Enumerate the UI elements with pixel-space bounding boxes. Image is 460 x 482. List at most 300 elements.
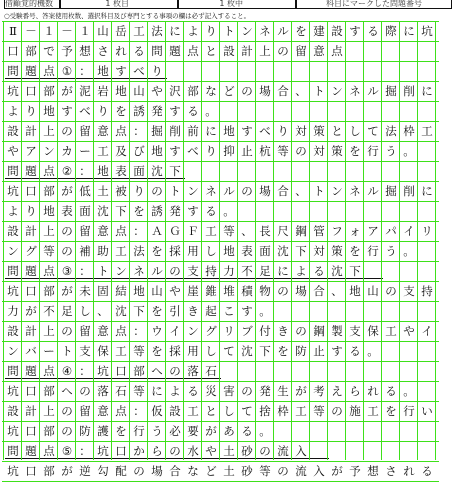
grid-cell: ト: [313, 84, 325, 98]
grid-cell: べ: [133, 64, 145, 78]
grid-cell: の: [61, 324, 73, 338]
grid-cell: 口: [115, 364, 127, 378]
grid-cell: 岳: [115, 24, 127, 38]
grid-cell: 沈: [151, 164, 163, 178]
grid-cell: る: [241, 424, 253, 438]
grid-cell: 部: [133, 364, 145, 378]
grid-cell: 表: [61, 204, 73, 218]
grid-cell: 流: [277, 444, 289, 458]
answer-line: [4, 141, 436, 161]
grid-cell: 面: [79, 204, 91, 218]
heading-underline: [5, 378, 221, 379]
grid-cell: 点: [115, 404, 127, 418]
grid-cell: ン: [7, 344, 19, 358]
grid-column-rule: [3, 21, 4, 460]
grid-cell: ら: [151, 444, 163, 458]
grid-cell: 工: [187, 404, 199, 418]
grid-cell: 引: [169, 304, 181, 318]
grid-cell: 口: [25, 384, 37, 398]
grid-cell: ル: [367, 84, 379, 98]
grid-cell: 面: [259, 244, 271, 258]
grid-cell: [238, 161, 256, 181]
grid-cell: ブ: [241, 324, 253, 338]
grid-cell: ど: [223, 84, 235, 98]
grid-cell: 等: [277, 144, 289, 158]
grid-cell: 砂: [241, 464, 253, 478]
grid-cell: 場: [259, 184, 271, 198]
grid-cell: 留: [79, 324, 91, 338]
grid-cell: 題: [169, 44, 181, 58]
grid-cell: グ: [205, 324, 217, 338]
grid-column-rule: [435, 21, 436, 460]
grid-cell: 等: [223, 224, 235, 238]
grid-cell: 防: [79, 424, 91, 438]
grid-cell: [292, 61, 310, 81]
grid-cell: や: [7, 144, 19, 158]
grid-cell: [220, 61, 238, 81]
grid-cell: [364, 441, 382, 461]
grid-cell: 削: [169, 124, 181, 138]
grid-column-rule: [219, 21, 220, 460]
grid-column-rule: [363, 21, 364, 460]
grid-cell: の: [295, 144, 307, 158]
grid-cell: 部: [25, 44, 37, 58]
grid-cell: し: [79, 304, 91, 318]
grid-cell: が: [205, 424, 217, 438]
grid-cell: の: [277, 464, 289, 478]
grid-cell: 下: [295, 244, 307, 258]
grid-column-rule: [183, 21, 184, 460]
grid-cell: 崖: [187, 284, 199, 298]
grid-cell: [346, 41, 364, 61]
grid-cell: 害: [223, 384, 235, 398]
grid-cell: [202, 61, 220, 81]
grid-cell: を: [349, 144, 361, 158]
grid-cell: [202, 161, 220, 181]
grid-column-rule: [291, 21, 292, 460]
grid-cell: [364, 41, 382, 61]
grid-cell: ー: [43, 344, 55, 358]
grid-cell: [418, 261, 436, 281]
grid-cell: Ｆ: [187, 224, 199, 238]
grid-cell: 生: [277, 384, 289, 398]
grid-cell: 合: [313, 284, 325, 298]
grid-cell: 口: [25, 84, 37, 98]
grid-cell: と: [331, 124, 343, 138]
grid-cell: 長: [259, 224, 271, 238]
grid-cell: 枠: [403, 124, 415, 138]
grid-cell: パ: [385, 224, 397, 238]
grid-cell: 留: [295, 44, 307, 58]
grid-column-rule: [21, 21, 22, 460]
grid-cell: [364, 201, 382, 221]
grid-cell: 工: [295, 404, 307, 418]
grid-cell: 不: [241, 264, 253, 278]
grid-cell: 落: [187, 364, 199, 378]
grid-cell: [256, 201, 274, 221]
grid-cell: 部: [43, 284, 55, 298]
grid-column-rule: [129, 21, 130, 460]
grid-cell: カ: [61, 144, 73, 158]
grid-cell: 必: [169, 424, 181, 438]
grid-cell: [382, 441, 400, 461]
grid-cell: や: [205, 444, 217, 458]
grid-cell: 問: [7, 364, 19, 378]
grid-cell: 。: [259, 424, 271, 438]
grid-cell: ど: [205, 464, 217, 478]
grid-cell: [364, 101, 382, 121]
grid-cell: [274, 301, 292, 321]
grid-cell: 上: [43, 224, 55, 238]
grid-cell: [418, 141, 436, 161]
grid-cell: 策: [313, 124, 325, 138]
grid-cell: 錐: [205, 284, 217, 298]
grid-cell: 力: [223, 264, 235, 278]
grid-cell: 力: [7, 304, 19, 318]
answer-line: [4, 301, 436, 321]
grid-cell: 法: [385, 124, 397, 138]
grid-cell: 流: [295, 464, 307, 478]
answer-line: [4, 241, 436, 261]
grid-cell: ：: [133, 224, 145, 238]
grid-cell: 山: [367, 284, 379, 298]
grid-cell: き: [277, 324, 289, 338]
grid-cell: 留: [79, 124, 91, 138]
grid-cell: 沈: [115, 304, 127, 318]
grid-cell: [310, 301, 328, 321]
grid-cell: ン: [115, 264, 127, 278]
grid-cell: [382, 101, 400, 121]
grid-cell: 点: [115, 124, 127, 138]
grid-column-rule: [93, 21, 94, 460]
grid-cell: 固: [97, 284, 109, 298]
grid-cell: 行: [403, 404, 415, 418]
grid-cell: [418, 301, 436, 321]
grid-cell: 、: [295, 184, 307, 198]
grid-column-rule: [309, 21, 310, 460]
grid-cell: [292, 301, 310, 321]
grid-cell: て: [223, 344, 235, 358]
grid-cell: [256, 161, 274, 181]
grid-cell: [328, 161, 346, 181]
grid-cell: 場: [259, 84, 271, 98]
grid-cell: 計: [25, 404, 37, 418]
grid-cell: り: [151, 64, 163, 78]
grid-cell: の: [241, 184, 253, 198]
grid-cell: 施: [349, 404, 361, 418]
grid-cell: に: [169, 24, 181, 38]
grid-cell: る: [187, 104, 199, 118]
grid-cell: 支: [403, 284, 415, 298]
grid-cell: [220, 361, 238, 381]
grid-column-rule: [345, 21, 346, 460]
grid-cell: を: [385, 404, 397, 418]
grid-cell: 保: [367, 324, 379, 338]
grid-cell: ネ: [205, 184, 217, 198]
grid-cell: に: [205, 124, 217, 138]
grid-cell: と: [205, 404, 217, 418]
grid-cell: 題: [25, 264, 37, 278]
grid-cell: [184, 61, 202, 81]
grid-cell: 砂: [241, 444, 253, 458]
grid-cell: 管: [313, 224, 325, 238]
grid-cell: 、: [331, 284, 343, 298]
grid-column-rule: [327, 21, 328, 460]
grid-cell: ネ: [259, 24, 271, 38]
grid-cell: 地: [223, 244, 235, 258]
grid-cell: ア: [25, 144, 37, 158]
grid-cell: あ: [223, 424, 235, 438]
answer-line: [4, 321, 436, 341]
grid-cell: [346, 101, 364, 121]
grid-cell: で: [43, 44, 55, 58]
grid-cell: ー: [79, 144, 91, 158]
grid-cell: 点: [43, 64, 55, 78]
grid-cell: [310, 361, 328, 381]
grid-cell: 山: [97, 24, 109, 38]
grid-cell: [418, 101, 436, 121]
grid-cell: ：: [133, 324, 145, 338]
grid-cell: え: [331, 384, 343, 398]
grid-cell: 設: [7, 224, 19, 238]
grid-cell: 等: [259, 464, 271, 478]
answer-line: [4, 461, 436, 481]
grid-cell: の: [61, 124, 73, 138]
answer-line: [4, 81, 436, 101]
grid-cell: 。: [403, 144, 415, 158]
grid-cell: べ: [79, 104, 91, 118]
grid-cell: ン: [187, 324, 199, 338]
grid-cell: る: [385, 384, 397, 398]
grid-cell: 坑: [7, 464, 19, 478]
grid-cell: 等: [133, 344, 145, 358]
grid-cell: 。: [223, 204, 235, 218]
grid-cell: し: [205, 244, 217, 258]
grid-cell: 点: [187, 44, 199, 58]
grid-cell: 場: [151, 464, 163, 478]
grid-cell: ト: [97, 264, 109, 278]
grid-cell: [418, 381, 436, 401]
grid-cell: 面: [133, 164, 145, 178]
grid-cell: 沢: [169, 84, 181, 98]
grid-cell: り: [25, 104, 37, 118]
grid-cell: 枠: [277, 404, 289, 418]
heading-underline: [5, 78, 167, 79]
grid-cell: よ: [7, 204, 19, 218]
grid-cell: 部: [43, 384, 55, 398]
grid-cell: る: [205, 204, 217, 218]
grid-cell: 部: [43, 464, 55, 478]
grid-cell: 沈: [241, 344, 253, 358]
grid-cell: ル: [151, 264, 163, 278]
grid-cell: の: [295, 324, 307, 338]
grid-cell: －: [25, 24, 37, 38]
grid-cell: [328, 421, 346, 441]
grid-cell: 逆: [79, 464, 91, 478]
grid-cell: 、: [241, 224, 253, 238]
grid-cell: ネ: [349, 184, 361, 198]
grid-cell: ト: [223, 24, 235, 38]
answer-line: [4, 121, 436, 141]
grid-cell: 坑: [97, 364, 109, 378]
grid-cell: の: [133, 464, 145, 478]
grid-cell: を: [151, 304, 163, 318]
grid-cell: 合: [277, 84, 289, 98]
grid-cell: い: [421, 404, 433, 418]
grid-cell: 勾: [97, 464, 109, 478]
grid-cell: 削: [403, 184, 415, 198]
grid-cell: の: [61, 404, 73, 418]
grid-cell: 石: [115, 384, 127, 398]
grid-cell: へ: [151, 364, 163, 378]
grid-cell: 問: [7, 164, 19, 178]
answer-line: [4, 21, 436, 41]
grid-cell: ト: [313, 184, 325, 198]
grid-cell: 堆: [223, 284, 235, 298]
grid-cell: リ: [223, 324, 235, 338]
grid-cell: 点: [43, 364, 55, 378]
grid-cell: き: [187, 304, 199, 318]
grid-cell: 要: [187, 424, 199, 438]
grid-cell: 捨: [259, 404, 271, 418]
grid-cell: の: [277, 44, 289, 58]
grid-cell: 地: [97, 164, 109, 178]
grid-cell: [274, 61, 292, 81]
grid-cell: 対: [313, 144, 325, 158]
grid-cell: [292, 161, 310, 181]
grid-cell: 製: [331, 324, 343, 338]
grid-cell: が: [61, 184, 73, 198]
grid-cell: 部: [43, 84, 55, 98]
grid-cell: る: [421, 464, 433, 478]
grid-cell: ：: [79, 364, 91, 378]
grid-cell: [292, 201, 310, 221]
grid-cell: [328, 101, 346, 121]
grid-cell: [364, 161, 382, 181]
grid-cell: 、: [97, 304, 109, 318]
grid-cell: 仮: [151, 404, 163, 418]
grid-cell: よ: [169, 384, 181, 398]
grid-cell: 。: [205, 104, 217, 118]
grid-cell: [328, 361, 346, 381]
grid-cell: 留: [79, 404, 91, 418]
grid-cell: [400, 41, 418, 61]
grid-cell: [346, 301, 364, 321]
grid-cell: [328, 301, 346, 321]
grid-cell: の: [259, 444, 271, 458]
grid-cell: 題: [25, 164, 37, 178]
grid-cell: [184, 161, 202, 181]
grid-cell: 前: [187, 124, 199, 138]
grid-cell: を: [295, 24, 307, 38]
grid-cell: れ: [367, 384, 379, 398]
grid-cell: [418, 161, 436, 181]
grid-cell: 不: [43, 304, 55, 318]
grid-cell: り: [205, 24, 217, 38]
grid-cell: [238, 361, 256, 381]
grid-cell: Ｇ: [169, 224, 181, 238]
grid-cell: 誘: [133, 104, 145, 118]
grid-cell: す: [169, 104, 181, 118]
grid-cell: リ: [421, 224, 433, 238]
grid-cell: 地: [151, 144, 163, 158]
grid-cell: よ: [295, 264, 307, 278]
grid-cell: す: [241, 304, 253, 318]
grid-cell: 上: [259, 44, 271, 58]
grid-column-rule: [111, 21, 112, 460]
grid-cell: が: [61, 284, 73, 298]
grid-cell: 予: [61, 44, 73, 58]
grid-cell: 起: [205, 304, 217, 318]
grid-cell: 問: [151, 44, 163, 58]
grid-cell: の: [277, 284, 289, 298]
grid-cell: の: [79, 384, 91, 398]
grid-cell: 発: [151, 104, 163, 118]
grid-cell: [328, 61, 346, 81]
answer-line: [4, 41, 436, 61]
grid-cell: 点: [331, 44, 343, 58]
grid-cell: 下: [115, 204, 127, 218]
grid-cell: 考: [313, 384, 325, 398]
grid-cell: フ: [331, 224, 343, 238]
grid-cell: し: [349, 124, 361, 138]
grid-cell: 地: [43, 104, 55, 118]
grid-cell: 沈: [331, 264, 343, 278]
grid-cell: 掘: [151, 124, 163, 138]
grid-cell: る: [187, 384, 199, 398]
grid-cell: 上: [43, 124, 55, 138]
grid-cell: 発: [259, 384, 271, 398]
grid-cell: [274, 201, 292, 221]
grid-cell: 土: [223, 444, 235, 458]
header-box-question-number: [296, 0, 452, 9]
grid-cell: 工: [133, 24, 145, 38]
grid-cell: る: [133, 44, 145, 58]
grid-cell: 被: [115, 184, 127, 198]
grid-cell: な: [187, 464, 199, 478]
grid-cell: ル: [277, 24, 289, 38]
grid-cell: 予: [349, 464, 361, 478]
grid-cell: 対: [295, 124, 307, 138]
grid-cell: 工: [205, 224, 217, 238]
grid-cell: す: [169, 144, 181, 158]
grid-cell: と: [205, 44, 217, 58]
grid-cell: ②: [61, 164, 73, 178]
heading-underline: [5, 458, 329, 459]
grid-cell: [292, 361, 310, 381]
grid-cell: [310, 161, 328, 181]
grid-cell: 意: [97, 224, 109, 238]
grid-cell: [292, 421, 310, 441]
grid-cell: 坑: [7, 424, 19, 438]
grid-cell: 地: [349, 284, 361, 298]
grid-cell: ン: [331, 184, 343, 198]
grid-cell: 設: [169, 404, 181, 418]
grid-cell: ル: [367, 184, 379, 198]
grid-cell: し: [205, 344, 217, 358]
grid-cell: [328, 441, 346, 461]
answer-line: [4, 341, 436, 361]
grid-cell: す: [331, 344, 343, 358]
grid-cell: 工: [115, 344, 127, 358]
grid-cell: 行: [367, 244, 379, 258]
grid-cell: ネ: [349, 84, 361, 98]
grid-cell: 入: [295, 444, 307, 458]
grid-cell: 付: [259, 324, 271, 338]
grid-cell: 意: [97, 404, 109, 418]
grid-cell: 地: [133, 284, 145, 298]
grid-cell: 鋼: [295, 224, 307, 238]
